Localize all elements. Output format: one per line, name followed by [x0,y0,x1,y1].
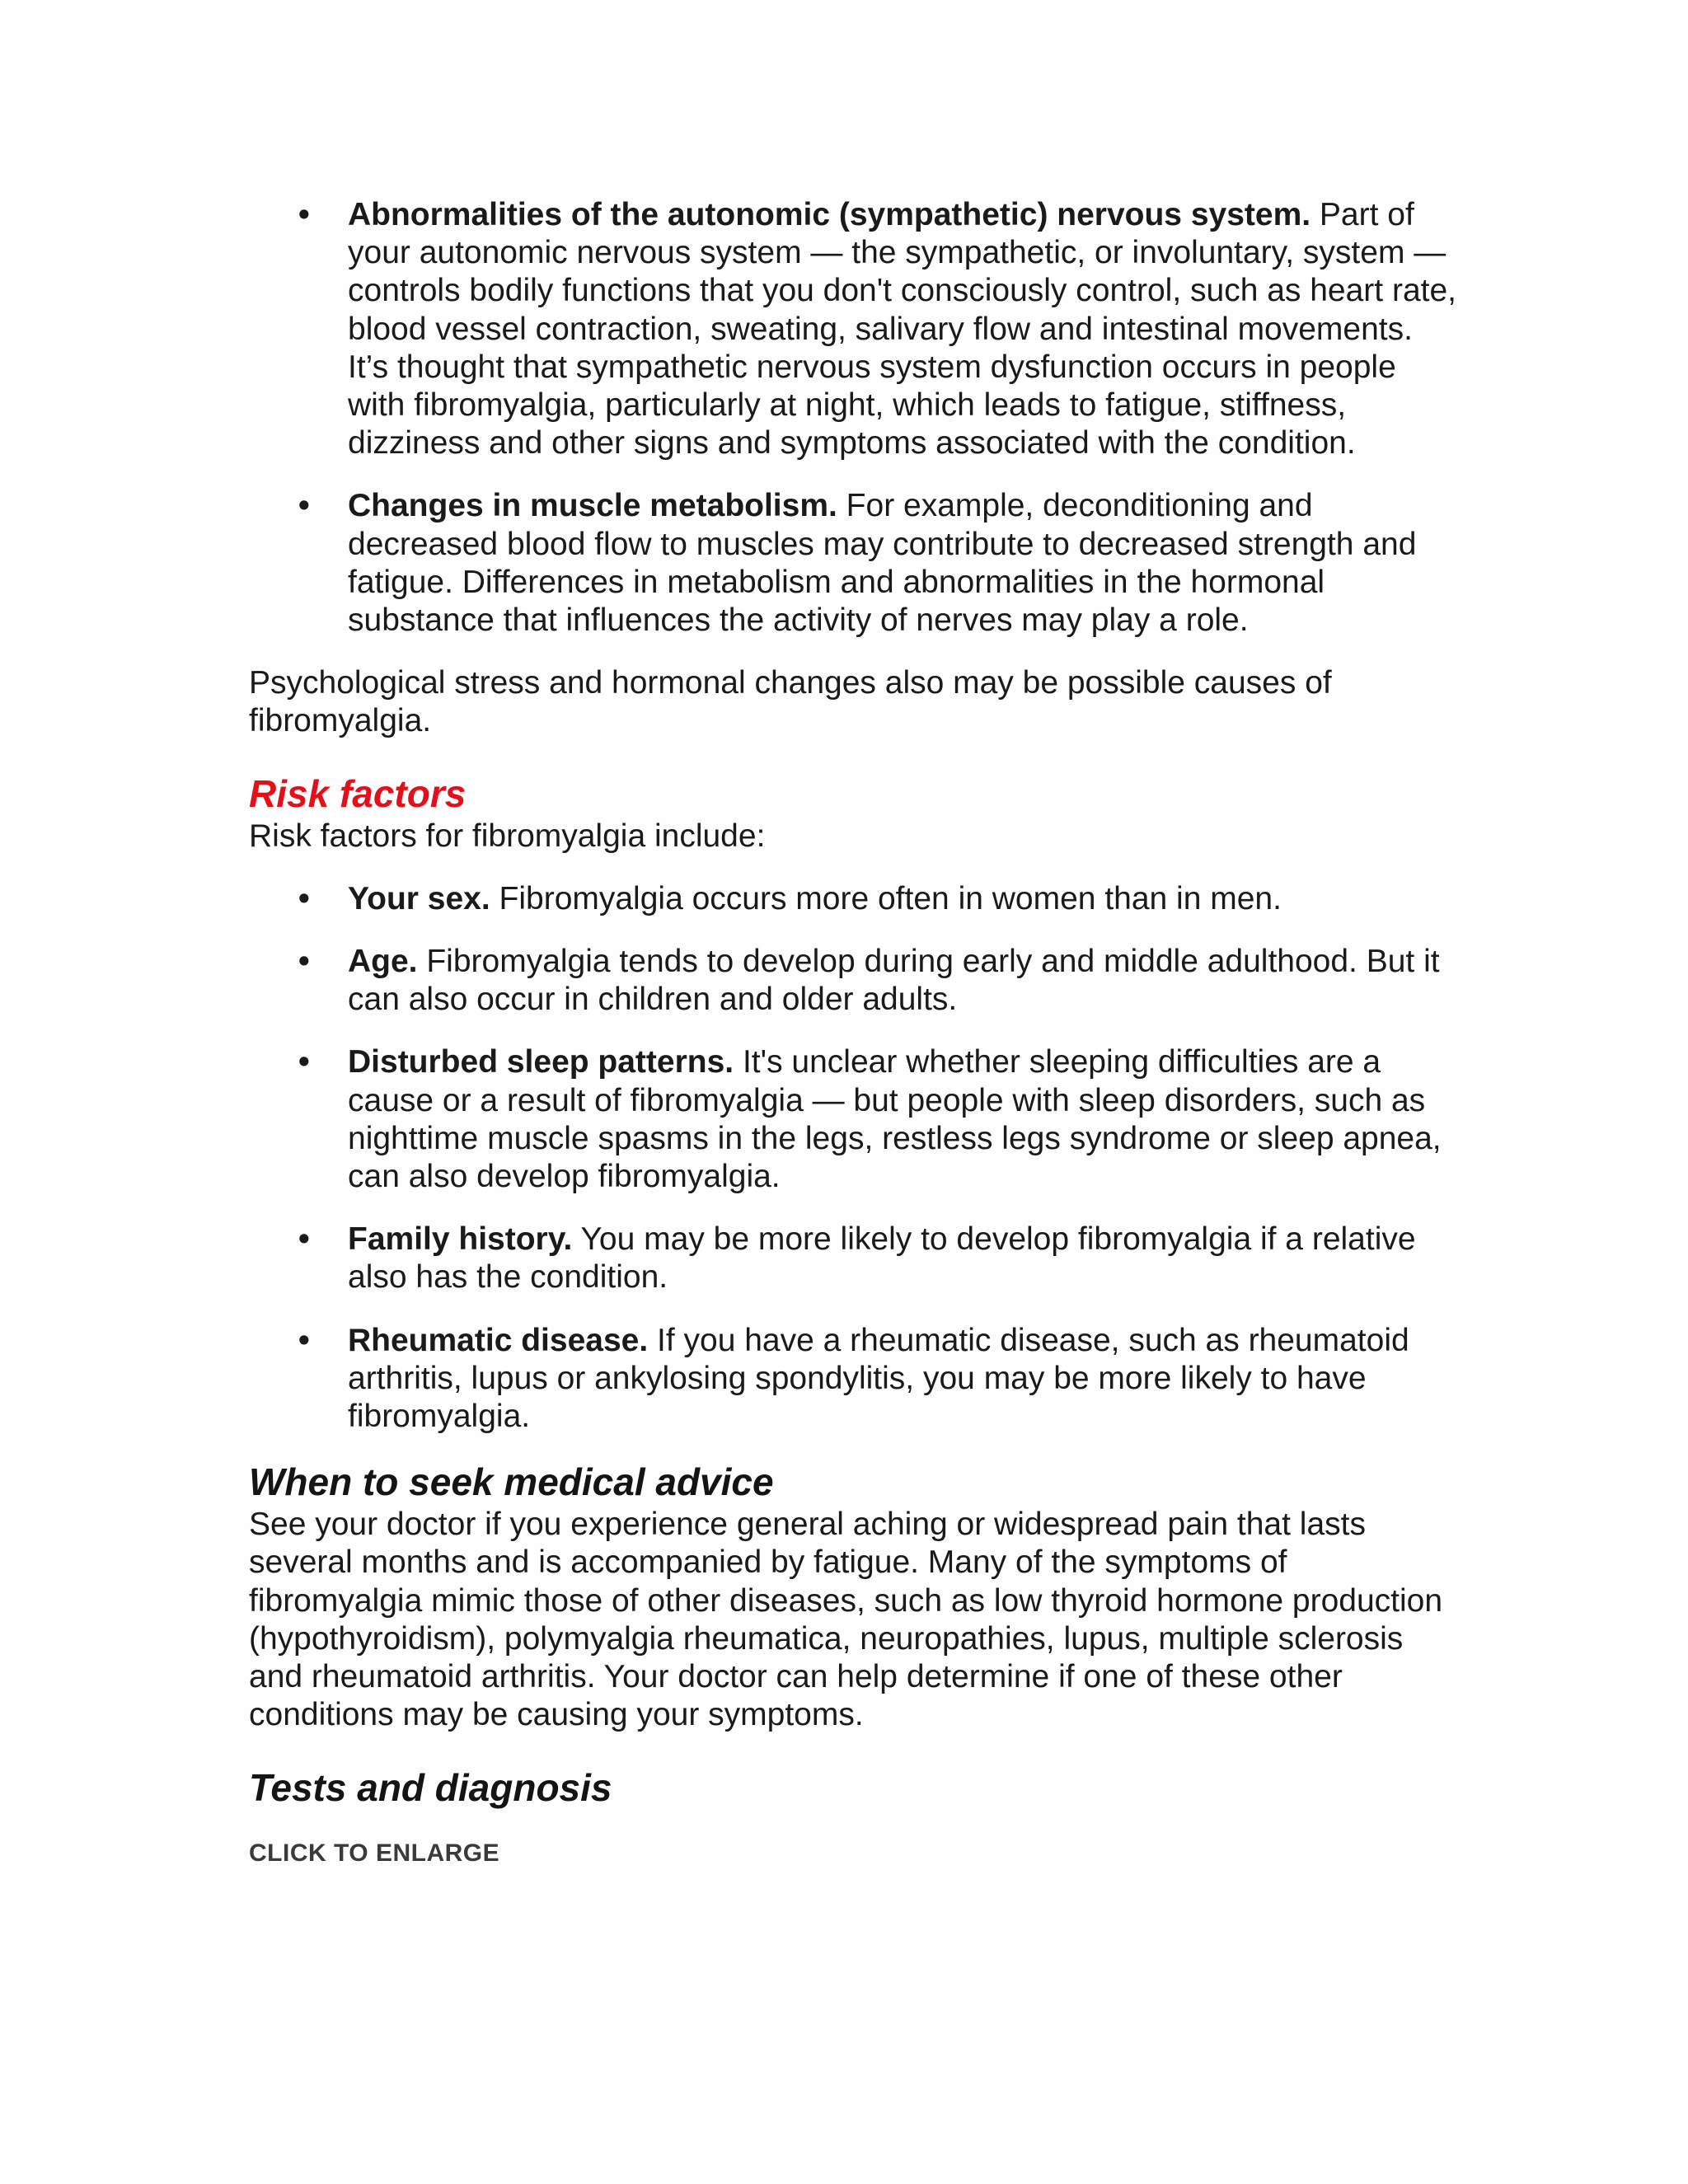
list-item-term: Your sex. [348,880,490,916]
list-item-term: Rheumatic disease. [348,1322,649,1358]
list-item [249,943,1461,1019]
list-item-text: Fibromyalgia occurs more often in women than in men. [490,880,1282,916]
bullet-icon: • [298,1221,310,1258]
list-item-text: Part of your autonomic nervous system — the sympathetic, or involuntary, system — controls bodily functions that you don't consciously control, such as heart rate, blood vessel contraction, sweating, salivary flow and intestinal movements. It’s thought that sympathetic nervous system dysfunction occurs in people with fibromyalgia, particularly at night, which leads to fatigue, stiffness, dizziness and other signs and symptoms associated with the condition. [348,197,1457,462]
list-item [249,880,1461,918]
bullet-icon: • [298,197,310,232]
list-item-term: Family history. [348,1221,573,1258]
list-item-term: Age. [348,944,418,980]
list-item [249,1322,1461,1436]
causes-note: Psychological stress and hormonal changes also may be possible causes of fibromyalgia. [249,665,1332,739]
risk-factors-heading: Risk factors [249,771,467,815]
medical-advice-heading: When to seek medical advice [249,1460,774,1504]
list-item-term: Disturbed sleep patterns. [348,1044,734,1080]
list-item-term: Changes in muscle metabolism. [348,488,837,524]
tests-heading: Tests and diagnosis [249,1765,612,1809]
bullet-icon: • [298,880,310,916]
list-item [249,487,1461,640]
causes-list [249,196,1461,640]
bullet-icon: • [298,488,310,524]
list-item-text: It's unclear whether sleeping difficulties are a cause or a result of fibromyalgia — but people with sleep disorders, such as nighttime muscle spasms in the legs, restless legs syndrome or sleep apnea, can also develop fibromyalgia. [348,1044,1442,1195]
risk-factors-intro: Risk factors for fibromyalgia include: [249,818,766,854]
risk-factors-list [249,880,1461,1436]
medical-advice-text: See your doctor if you experience general aching or widespread pain that lasts several months and is accompanied by fatigue. Many of the symptoms of fibromyalgia mimic those of other diseases, such as low thyroid hormone production (hypothyroidism), polymyalgia rheumatica, neuropathies, lupus, multiple sclerosis and rheumatoid arthritis. Your doctor can help determine if one of these other conditions may be causing your symptoms. [249,1507,1443,1733]
list-item-text: You may be more likely to develop fibromyalgia if a relative also has the condition. [348,1221,1416,1296]
document-page [249,196,1461,1872]
list-item [249,1043,1461,1196]
list-item-text: If you have a rheumatic disease, such as rheumatoid arthritis, lupus or ankylosing spondylitis, you may be more likely to have fibromyalgia. [348,1322,1409,1435]
list-item-text: For example, deconditioning and decreased blood flow to muscles may contribute to decreased strength and fatigue. Differences in metabolism and abnormalities in the hormonal substance that influences the activity of nerves may play a role. [348,488,1417,639]
list-item [249,1221,1461,1296]
list-item-text: Fibromyalgia tends to develop during early and middle adulthood. But it can also occur in children and older adults. [348,944,1440,1018]
bullet-icon: • [298,1322,310,1358]
list-item-term: Abnormalities of the autonomic (sympathetic) nervous system. [348,197,1311,232]
bullet-icon: • [298,944,310,980]
bullet-icon: • [298,1044,310,1080]
click-to-enlarge-link[interactable]: CLICK TO ENLARGE [249,1839,500,1867]
list-item [249,196,1461,462]
